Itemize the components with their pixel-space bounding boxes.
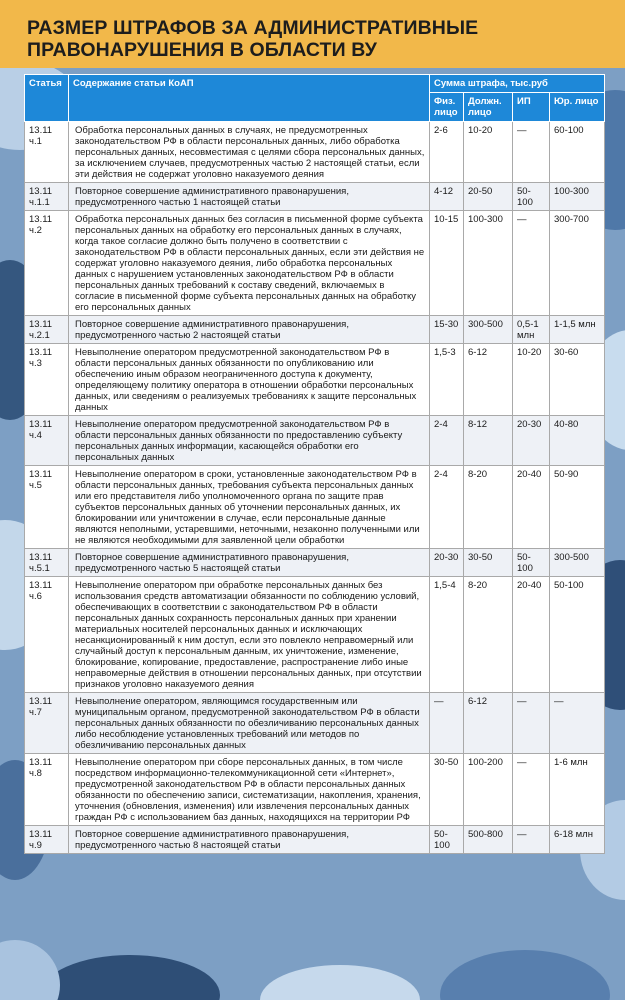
page-title [0,0,625,61]
article-cell: 13.11 ч.8 [25,754,69,826]
fine-individual-cell: 1,5-3 [430,344,464,416]
article-cell: 13.11 ч.2.1 [25,316,69,344]
table-row [25,183,605,211]
fine-official-cell: 6-12 [464,693,513,754]
fine-ie-cell: — [513,211,550,316]
table-row [25,754,605,826]
title-line-2: ПРАВОНАРУШЕНИЯ В ОБЛАСТИ ВУ [27,39,377,61]
description-cell: Повторное совершение административного правонарушения, предусмотренного частью 5 настоящей статьи [69,549,430,577]
fine-individual-cell: 1,5-4 [430,577,464,693]
description-cell: Невыполнение оператором при сборе персональных данных, в том числе посредством информационно-телекоммуникационной сети «Интернет», предусмотренной законодательством РФ в области персональных данных обязанности по обеспечению записи, систематизации, накопления, хранения, уточнения (обновления, изменения) или извлечения персональных данных граждан РФ с использованием баз данных, находящихся на территории РФ [69,754,430,826]
fine-official-cell: 300-500 [464,316,513,344]
fine-individual-cell: 4-12 [430,183,464,211]
table-row [25,122,605,183]
fine-ie-cell: 20-40 [513,577,550,693]
article-cell: 13.11 ч.3 [25,344,69,416]
article-cell: 13.11 ч.1 [25,122,69,183]
article-cell: 13.11 ч.7 [25,693,69,754]
col-header-ie: ИП [513,93,550,122]
fine-individual-cell: — [430,693,464,754]
article-cell: 13.11 ч.2 [25,211,69,316]
fine-ie-cell: — [513,693,550,754]
fine-legal-cell: 300-500 [550,549,605,577]
description-cell: Повторное совершение административного правонарушения, предусмотренного частью 8 настоящей статьи [69,826,430,854]
fine-legal-cell: 300-700 [550,211,605,316]
fine-ie-cell: 10-20 [513,344,550,416]
col-header-legal: Юр. лицо [550,93,605,122]
article-cell: 13.11 ч.9 [25,826,69,854]
table-row [25,344,605,416]
fine-official-cell: 500-800 [464,826,513,854]
fine-ie-cell: 50-100 [513,549,550,577]
article-cell: 13.11 ч.6 [25,577,69,693]
table-header-row [25,75,605,93]
fine-official-cell: 30-50 [464,549,513,577]
description-cell: Обработка персональных данных в случаях, не предусмотренных законодательством РФ в области персональных данных, либо обработка персональных данных, несовместимая с целями сбора персональных данных, за исключением случаев, предусмотренных частью 2 настоящей статьи, если эти действия не содержат уголовно наказуемого деяния [69,122,430,183]
col-header-individual: Физ. лицо [430,93,464,122]
fine-legal-cell: 40-80 [550,416,605,466]
fine-legal-cell: 60-100 [550,122,605,183]
title-line-1: РАЗМЕР ШТРАФОВ ЗА АДМИНИСТРАТИВНЫЕ [27,17,479,39]
col-header-official: Должн. лицо [464,93,513,122]
fine-ie-cell: 20-40 [513,466,550,549]
fine-ie-cell: — [513,754,550,826]
table-row [25,577,605,693]
fine-official-cell: 100-200 [464,754,513,826]
table-row [25,466,605,549]
fine-legal-cell: 50-90 [550,466,605,549]
fine-individual-cell: 2-4 [430,416,464,466]
fine-official-cell: 100-300 [464,211,513,316]
fine-official-cell: 6-12 [464,344,513,416]
fine-ie-cell: 20-30 [513,416,550,466]
col-header-fine-sum: Сумма штрафа, тыс.руб [430,75,605,93]
table-row [25,316,605,344]
description-cell: Повторное совершение административного правонарушения, предусмотренного частью 2 настоящей статьи [69,316,430,344]
description-cell: Невыполнение оператором предусмотренной законодательством РФ в области персональных данных обязанности по предоставлению субъекту персональных данных информации, касающейся обработки его персональных данных [69,416,430,466]
description-cell: Обработка персональных данных без согласия в письменной форме субъекта персональных данных на обработку его персональных данных в случаях, когда такое согласие должно быть получено в соответствии с законодательством РФ в области персональных данных, если эти действия не содержат уголовно наказуемого деяния, либо обработка персональных данных с нарушением установленных законодательством РФ в области персональных данных требований к составу сведений, включаемых в согласие в письменной форме субъекта персональных данных на обработку его персональных данных [69,211,430,316]
table-row [25,693,605,754]
fine-legal-cell: — [550,693,605,754]
fine-ie-cell: 50-100 [513,183,550,211]
fine-official-cell: 10-20 [464,122,513,183]
article-cell: 13.11 ч.4 [25,416,69,466]
fines-table [24,74,605,854]
fine-legal-cell: 50-100 [550,577,605,693]
fine-ie-cell: — [513,826,550,854]
page-header [0,0,625,68]
fine-individual-cell: 2-4 [430,466,464,549]
table-row [25,826,605,854]
col-header-content: Содержание статьи КоАП [69,75,430,122]
description-cell: Невыполнение оператором, являющимся государственным или муниципальным органом, предусмотренной законодательством РФ в области персональных данных обязанности по обезличиванию персональных данных либо несоблюдение установленных требований или методов по обезличиванию персональных данных [69,693,430,754]
fine-ie-cell: 0,5-1 млн [513,316,550,344]
fine-legal-cell: 1-6 млн [550,754,605,826]
fine-ie-cell: — [513,122,550,183]
fine-individual-cell: 10-15 [430,211,464,316]
fine-official-cell: 8-20 [464,577,513,693]
fine-individual-cell: 50-100 [430,826,464,854]
article-cell: 13.11 ч.5.1 [25,549,69,577]
description-cell: Невыполнение оператором предусмотренной законодательством РФ в области персональных данных обязанности по опубликованию или обеспечению иным образом неограниченного доступа к документу, определяющему политику оператора в отношении обработки персональных данных, или сведениям о реализуемых требованиях к защите персональных данных [69,344,430,416]
table-row [25,416,605,466]
article-cell: 13.11 ч.5 [25,466,69,549]
fine-official-cell: 20-50 [464,183,513,211]
fine-legal-cell: 6-18 млн [550,826,605,854]
fine-legal-cell: 100-300 [550,183,605,211]
fine-individual-cell: 20-30 [430,549,464,577]
description-cell: Невыполнение оператором при обработке персональных данных без использования средств автоматизации обязанности по соблюдению условий, обеспечивающих в соответствии с законодательством РФ в области персональных данных сохранность персональных данных при хранении материальных носителей персональных данных и исключающих несанкционированный к ним доступ, если это повлекло неправомерный или случайный доступ к персональным данным, их уничтожение, изменение, блокирование, копирование, предоставление, распространение либо иные неправомерные действия в отношении персональных данных, при отсутствии признаков уголовно наказуемого деяния [69,577,430,693]
article-cell: 13.11 ч.1.1 [25,183,69,211]
description-cell: Повторное совершение административного правонарушения, предусмотренного частью 1 настоящей статьи [69,183,430,211]
table-row [25,211,605,316]
col-header-article: Статья [25,75,69,122]
description-cell: Невыполнение оператором в сроки, установленные законодательством РФ в области персональных данных, требования субъекта персональных данных или его представителя либо уполномоченного органа по защите прав субъектов персональных данных об уточнении персональных данных, их блокировании или уничтожении в случае, если персональные данные являются неполными, устаревшими, неточными, незаконно полученными или не являются необходимыми для заявленной цели обработки [69,466,430,549]
fine-legal-cell: 30-60 [550,344,605,416]
fine-individual-cell: 15-30 [430,316,464,344]
fine-individual-cell: 30-50 [430,754,464,826]
fine-official-cell: 8-12 [464,416,513,466]
fine-official-cell: 8-20 [464,466,513,549]
fines-table-container [24,74,604,854]
fine-legal-cell: 1-1,5 млн [550,316,605,344]
table-row [25,549,605,577]
fine-individual-cell: 2-6 [430,122,464,183]
